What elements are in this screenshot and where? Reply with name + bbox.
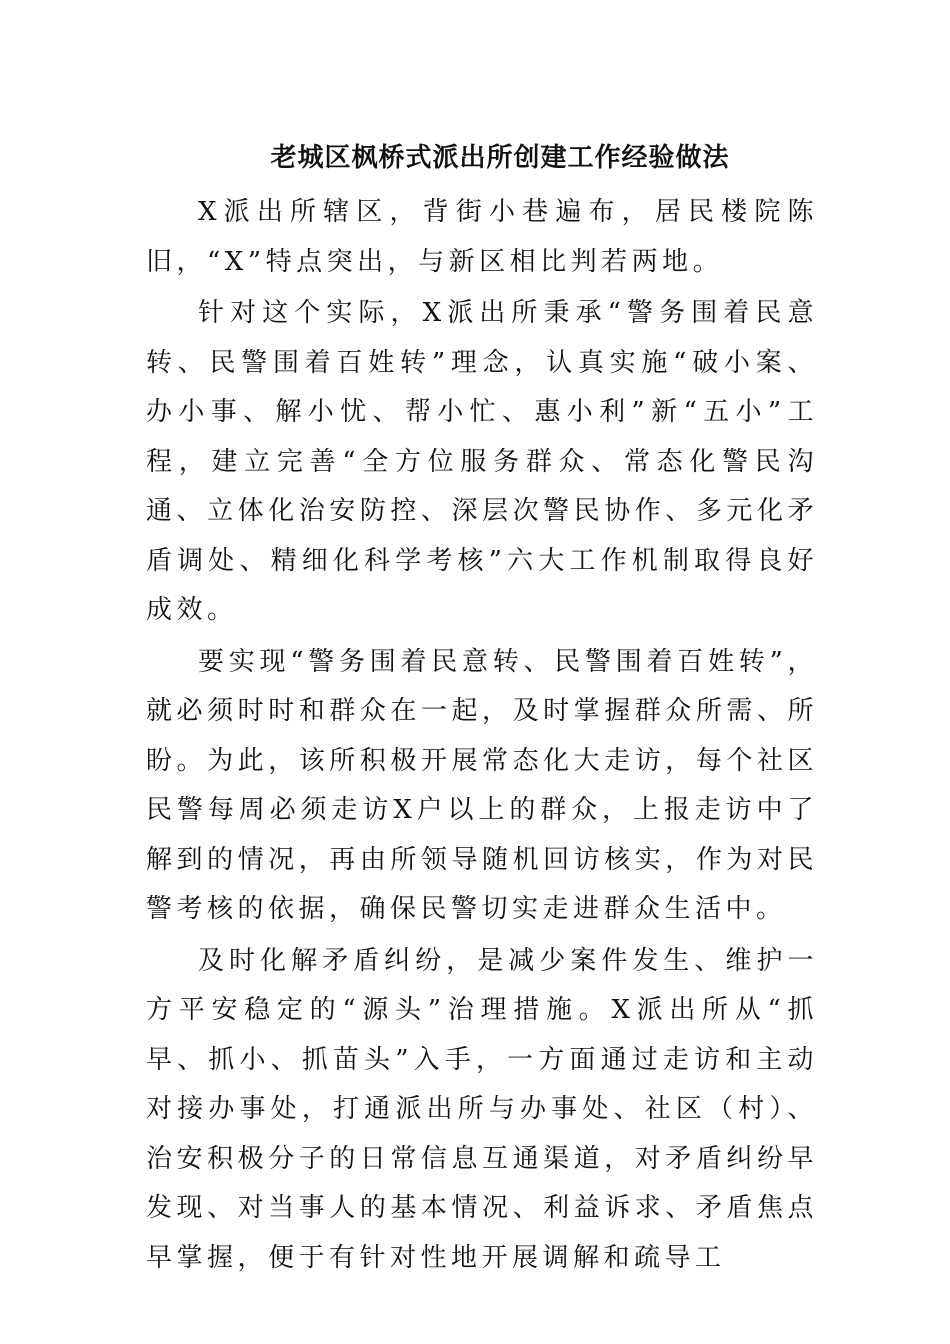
document-title: 老城区枫桥式派出所创建工作经验做法 [270,143,730,173]
paragraph-3: 要实现“警务围着民意转、民警围着百姓转”，就必须时时和群众在一起，及时掌握群众所需、所盼。为此，该所积极开展常态化大走访，每个社区民警每周必须走访X户以上的群众，上报走访中了解到的情况，再由所领导随机回访核实，作为对民警考核的依据，确保民警切实走进群众生活中。 [146,646,818,924]
paragraph-4: 及时化解矛盾纠纷，是减少案件发生、维护一方平安稳定的“源头”治理措施。X派出所从“抓早、抓小、抓苗头”入手，一方面通过走访和主动对接办事处，打通派出所与办事处、社区（村）、治安积极分子的日常信息互通渠道，对矛盾纠纷早发现、对当事人的基本情况、利益诉求、矛盾焦点早掌握，便于有针对性地开展调解和疏导工 [146,945,818,1273]
paragraph-1: X派出所辖区，背街小巷遍布，居民楼院陈旧，“X”特点突出，与新区相比判若两地。 [146,197,818,277]
paragraph-2: 针对这个实际，X派出所秉承“警务围着民意转、民警围着百姓转”理念，认真实施“破小案、办小事、解小忧、帮小忙、惠小利”新“五小”工程，建立完善“全方位服务群众、常态化警民沟通、立体化治安防控、深层次警民协作、多元化矛盾调处、精细化科学考核”六大工作机制取得良好成效。 [146,298,818,625]
document-body [146,188,818,1283]
